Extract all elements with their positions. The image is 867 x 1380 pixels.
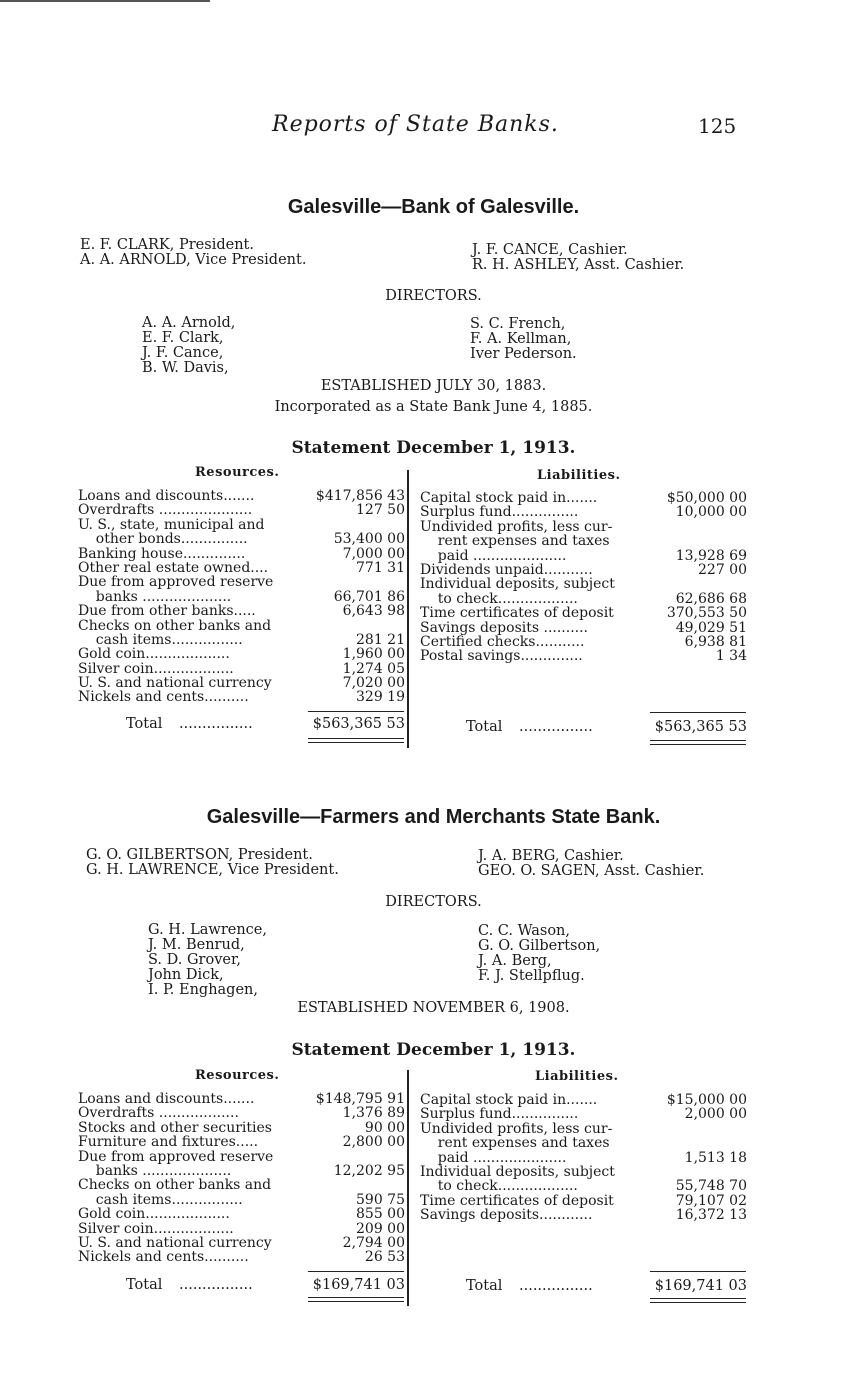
ledger-row bbox=[420, 534, 747, 548]
ledger-row-amount: 62,686 68 bbox=[675, 590, 747, 607]
ledger-row-label: Savings deposits............ bbox=[420, 1207, 593, 1224]
total-leader-dots: ................ bbox=[519, 1278, 593, 1294]
ledger-row-label: Checks on other banks and bbox=[78, 617, 272, 634]
ledger-row-amount: 127 50 bbox=[356, 502, 405, 519]
total-label-text: Total bbox=[126, 1277, 163, 1293]
total-leader-dots: ................ bbox=[179, 1277, 253, 1293]
sum-rule bbox=[650, 1271, 746, 1272]
top-border-line bbox=[0, 0, 210, 2]
ledger-row bbox=[78, 676, 405, 690]
total-label-text: Total bbox=[126, 716, 163, 732]
liabilities-heading: Liabilities. bbox=[535, 1069, 619, 1084]
ledger-row-label: Undivided profits, less cur- bbox=[420, 518, 613, 535]
officer-vice-president: G. H. LAWRENCE, Vice President. bbox=[86, 862, 339, 878]
ledger-row-label: other bonds............... bbox=[78, 531, 248, 548]
ledger-row-amount: 590 75 bbox=[356, 1191, 405, 1208]
ledger-row bbox=[420, 592, 747, 606]
officers-left bbox=[80, 238, 306, 268]
ledger-row-label: paid ..................... bbox=[420, 1149, 567, 1166]
officers-left bbox=[86, 848, 339, 878]
double-rule bbox=[308, 742, 404, 743]
ledger-row bbox=[78, 590, 405, 604]
director-name: E. F. Clark, bbox=[142, 330, 224, 346]
ledger-row-label: Due from approved reserve bbox=[78, 1148, 274, 1165]
directors-heading: DIRECTORS. bbox=[385, 894, 482, 910]
officer-president: G. O. GILBERTSON, President. bbox=[86, 847, 313, 863]
ledger-row-label: Individual deposits, subject bbox=[420, 1163, 615, 1180]
ledger-row-amount: $417,856 43 bbox=[315, 488, 405, 504]
ledger-row-label: Due from other banks..... bbox=[78, 603, 256, 620]
resources-list bbox=[78, 489, 405, 705]
double-rule bbox=[308, 738, 404, 739]
ledger-row bbox=[78, 647, 405, 661]
ledger-row-label: Surplus fund............... bbox=[420, 1106, 579, 1123]
ledger-row-label: Individual deposits, subject bbox=[420, 576, 615, 593]
ledger-row bbox=[420, 520, 747, 534]
ledger-row-label: Silver coin.................. bbox=[78, 1220, 234, 1237]
ledger-row-label: Savings deposits .......... bbox=[420, 619, 588, 636]
ledger-row-amount: 227 00 bbox=[698, 561, 747, 578]
ledger-row-label: Silver coin.................. bbox=[78, 660, 234, 677]
double-rule bbox=[650, 744, 746, 745]
ledger-row-amount: $50,000 00 bbox=[666, 490, 747, 506]
liabilities-heading: Liabilities. bbox=[537, 468, 621, 483]
ledger-row bbox=[78, 633, 405, 647]
ledger-row-amount: 1,960 00 bbox=[342, 646, 405, 663]
ledger-row bbox=[78, 662, 405, 676]
ledger-row-amount: 79,107 02 bbox=[675, 1192, 747, 1209]
ledger-row-amount: 7,020 00 bbox=[342, 675, 405, 692]
total-label-text: Total bbox=[466, 1278, 503, 1294]
ledger-row bbox=[420, 505, 747, 519]
ledger-row-amount: 329 19 bbox=[356, 689, 405, 706]
ledger-row-label: Loans and discounts....... bbox=[78, 488, 255, 504]
director-name: F. J. Stellpflug. bbox=[478, 968, 585, 984]
ledger-row-amount: 281 21 bbox=[356, 631, 405, 648]
ledger-row-amount: 1,274 05 bbox=[342, 660, 405, 677]
total-label bbox=[126, 716, 253, 732]
total-label bbox=[466, 719, 593, 735]
ledger-row bbox=[78, 1207, 405, 1221]
ledger-row-amount: 7,000 00 bbox=[342, 545, 405, 562]
ledger-row bbox=[78, 1150, 405, 1164]
ledger-row bbox=[78, 1106, 405, 1120]
director-name: F. A. Kellman, bbox=[470, 331, 572, 347]
director-name: J. M. Benrud, bbox=[148, 937, 245, 953]
ledger-row bbox=[78, 619, 405, 633]
ledger-row bbox=[420, 1165, 747, 1179]
ledger-row bbox=[78, 1164, 405, 1178]
directors-right bbox=[470, 317, 577, 362]
ledger-row-amount: 855 00 bbox=[356, 1206, 405, 1223]
ledger-row-label: Nickels and cents.......... bbox=[78, 1249, 249, 1266]
double-rule bbox=[650, 1302, 746, 1303]
running-title: Reports of State Banks. bbox=[272, 112, 559, 137]
ledger-row-label: Checks on other banks and bbox=[78, 1177, 272, 1194]
ledger-row-amount: 53,400 00 bbox=[333, 531, 405, 548]
double-rule bbox=[650, 1298, 746, 1299]
ledger-row-label: to check.................. bbox=[420, 1178, 578, 1195]
double-rule bbox=[650, 740, 746, 741]
director-name: G. H. Lawrence, bbox=[148, 922, 267, 938]
ledger-row-label: Overdrafts .................. bbox=[78, 1105, 239, 1122]
ledger-row-label: Nickels and cents.......... bbox=[78, 689, 249, 706]
sum-rule bbox=[650, 712, 746, 713]
directors-right bbox=[478, 924, 600, 984]
ledger-row bbox=[420, 635, 747, 649]
director-name: J. A. Berg, bbox=[478, 953, 552, 969]
officers-right bbox=[472, 243, 684, 273]
ledger-row-label: Stocks and other securities bbox=[78, 1119, 272, 1136]
ledger-row-label: rent expenses and taxes bbox=[420, 1135, 610, 1152]
ledger-row bbox=[78, 690, 405, 704]
double-rule bbox=[308, 1297, 404, 1298]
ledger-row-label: Surplus fund............... bbox=[420, 504, 579, 521]
directors-left bbox=[148, 923, 267, 998]
ledger-row-label: Banking house.............. bbox=[78, 545, 246, 562]
statement-heading: Statement December 1, 1913. bbox=[291, 1040, 576, 1060]
ledger-row bbox=[78, 1250, 405, 1264]
ledger-row-amount: 1,376 89 bbox=[342, 1105, 405, 1122]
ledger-row bbox=[78, 1121, 405, 1135]
ledger-row bbox=[420, 1107, 747, 1121]
ledger-row bbox=[420, 1194, 747, 1208]
ledger-row-label: banks .................... bbox=[78, 588, 232, 605]
ledger-row bbox=[78, 575, 405, 589]
ledger-row bbox=[420, 563, 747, 577]
ledger-row-label: Undivided profits, less cur- bbox=[420, 1120, 613, 1137]
column-divider bbox=[407, 1070, 409, 1306]
total-liabilities: $563,365 53 bbox=[654, 719, 747, 735]
director-name: S. C. French, bbox=[470, 316, 566, 332]
ledger-row bbox=[78, 547, 405, 561]
resources-heading: Resources. bbox=[195, 465, 280, 480]
ledger-row bbox=[78, 503, 405, 517]
page-number: 125 bbox=[698, 114, 737, 138]
ledger-row bbox=[420, 1093, 747, 1107]
double-rule bbox=[308, 1301, 404, 1302]
director-name: I. P. Enghagen, bbox=[148, 982, 258, 998]
ledger-row bbox=[420, 549, 747, 563]
sum-rule bbox=[308, 711, 404, 712]
total-resources: $563,365 53 bbox=[312, 716, 405, 732]
ledger-row-amount: 13,928 69 bbox=[675, 547, 747, 564]
ledger-row bbox=[420, 1208, 747, 1222]
directors-left bbox=[142, 316, 235, 376]
ledger-row-label: cash items................ bbox=[78, 631, 243, 648]
directors-heading: DIRECTORS. bbox=[385, 288, 482, 304]
ledger-row-label: rent expenses and taxes bbox=[420, 533, 610, 550]
ledger-row-label: U. S. and national currency bbox=[78, 675, 272, 692]
sum-rule bbox=[308, 1271, 404, 1272]
total-leader-dots: ................ bbox=[519, 719, 593, 735]
ledger-row-label: Dividends unpaid........... bbox=[420, 561, 593, 578]
total-label bbox=[466, 1278, 593, 1294]
officer-vice-president: A. A. ARNOLD, Vice President. bbox=[80, 252, 307, 268]
ledger-row-label: Time certificates of deposit bbox=[420, 605, 614, 622]
ledger-row-amount: $148,795 91 bbox=[315, 1091, 405, 1107]
ledger-row-label: Capital stock paid in....... bbox=[420, 490, 598, 506]
ledger-row bbox=[420, 1136, 747, 1150]
total-label bbox=[126, 1277, 253, 1293]
officers-right bbox=[478, 849, 704, 879]
ledger-row bbox=[78, 1193, 405, 1207]
ledger-row-amount: 2,000 00 bbox=[684, 1106, 747, 1123]
director-name: A. A. Arnold, bbox=[142, 315, 236, 331]
director-name: Iver Pederson. bbox=[470, 346, 577, 362]
ledger-row bbox=[420, 649, 747, 663]
ledger-row-label: paid ..................... bbox=[420, 547, 567, 564]
director-name: John Dick, bbox=[148, 967, 224, 983]
ledger-row bbox=[78, 1135, 405, 1149]
established-line: ESTABLISHED JULY 30, 1883. bbox=[320, 378, 547, 394]
incorporated-line: Incorporated as a State Bank June 4, 1885. bbox=[274, 399, 593, 415]
ledger-row-label: banks .................... bbox=[78, 1162, 232, 1179]
ledger-row-amount: 55,748 70 bbox=[675, 1178, 747, 1195]
resources-list bbox=[78, 1092, 405, 1265]
ledger-row-label: Loans and discounts....... bbox=[78, 1091, 255, 1107]
ledger-row-label: Gold coin................... bbox=[78, 646, 230, 663]
liabilities-list bbox=[420, 491, 747, 664]
officer-president: E. F. CLARK, President. bbox=[80, 237, 254, 253]
total-liabilities: $169,741 03 bbox=[654, 1278, 747, 1294]
ledger-row-label: Certified checks........... bbox=[420, 633, 585, 650]
ledger-row-amount: 6,643 98 bbox=[342, 603, 405, 620]
director-name: J. F. Cance, bbox=[142, 345, 224, 361]
ledger-row-amount: 1 34 bbox=[715, 648, 747, 665]
ledger-row-amount: $15,000 00 bbox=[666, 1092, 747, 1108]
ledger-row-label: U. S., state, municipal and bbox=[78, 516, 265, 533]
ledger-row-amount: 90 00 bbox=[364, 1119, 405, 1136]
statement-heading: Statement December 1, 1913. bbox=[291, 438, 576, 458]
director-name: G. O. Gilbertson, bbox=[478, 938, 601, 954]
bank-title: Galesville—Farmers and Merchants State Bank. bbox=[206, 806, 661, 828]
ledger-row bbox=[78, 1178, 405, 1192]
ledger-row-label: Capital stock paid in....... bbox=[420, 1092, 598, 1108]
ledger-row-amount: 12,202 95 bbox=[333, 1162, 405, 1179]
director-name: B. W. Davis, bbox=[142, 360, 229, 376]
ledger-row-amount: 370,553 50 bbox=[666, 605, 747, 622]
ledger-row bbox=[78, 604, 405, 618]
ledger-row-label: Time certificates of deposit bbox=[420, 1192, 614, 1209]
ledger-row-amount: 209 00 bbox=[356, 1220, 405, 1237]
ledger-row-amount: 771 31 bbox=[356, 559, 405, 576]
ledger-row-amount: 6,938 81 bbox=[684, 633, 747, 650]
established-line: ESTABLISHED NOVEMBER 6, 1908. bbox=[297, 1000, 570, 1016]
ledger-row-amount: 1,513 18 bbox=[684, 1149, 747, 1166]
ledger-row-amount: 49,029 51 bbox=[675, 619, 747, 636]
ledger-row-amount: 16,372 13 bbox=[675, 1207, 747, 1224]
ledger-row bbox=[420, 577, 747, 591]
officer-cashier: J. A. BERG, Cashier. bbox=[478, 848, 624, 864]
ledger-row bbox=[420, 1122, 747, 1136]
ledger-row bbox=[78, 518, 405, 532]
ledger-row-label: Overdrafts ..................... bbox=[78, 502, 253, 519]
ledger-row-label: Gold coin................... bbox=[78, 1206, 230, 1223]
column-divider bbox=[407, 470, 409, 748]
director-name: S. D. Grover, bbox=[148, 952, 241, 968]
ledger-row-amount: 10,000 00 bbox=[675, 504, 747, 521]
ledger-row bbox=[420, 1179, 747, 1193]
ledger-row-label: Other real estate owned.... bbox=[78, 559, 269, 576]
ledger-row bbox=[420, 606, 747, 620]
ledger-row-label: U. S. and national currency bbox=[78, 1234, 272, 1251]
ledger-row bbox=[78, 1222, 405, 1236]
officer-asst-cashier: GEO. O. SAGEN, Asst. Cashier. bbox=[478, 863, 705, 879]
ledger-row-label: to check.................. bbox=[420, 590, 578, 607]
ledger-row-label: cash items................ bbox=[78, 1191, 243, 1208]
ledger-row bbox=[420, 621, 747, 635]
ledger-row-label: Furniture and fixtures..... bbox=[78, 1134, 259, 1151]
officer-cashier: J. F. CANCE, Cashier. bbox=[472, 242, 628, 258]
ledger-row-label: Postal savings.............. bbox=[420, 648, 583, 665]
ledger-row bbox=[420, 1151, 747, 1165]
ledger-row-amount: 2,794 00 bbox=[342, 1234, 405, 1251]
director-name: C. C. Wason, bbox=[478, 923, 570, 939]
ledger-row bbox=[78, 1092, 405, 1106]
officer-asst-cashier: R. H. ASHLEY, Asst. Cashier. bbox=[472, 257, 685, 273]
bank-title: Galesville—Bank of Galesville. bbox=[287, 196, 580, 218]
ledger-row bbox=[420, 491, 747, 505]
total-resources: $169,741 03 bbox=[312, 1277, 405, 1293]
ledger-row-amount: 26 53 bbox=[364, 1249, 405, 1266]
ledger-row-amount: 2,800 00 bbox=[342, 1134, 405, 1151]
ledger-row bbox=[78, 1236, 405, 1250]
ledger-row bbox=[78, 561, 405, 575]
ledger-row bbox=[78, 489, 405, 503]
ledger-row-label: Due from approved reserve bbox=[78, 574, 274, 591]
total-leader-dots: ................ bbox=[179, 716, 253, 732]
ledger-row-amount: 66,701 86 bbox=[333, 588, 405, 605]
ledger-row bbox=[78, 532, 405, 546]
total-label-text: Total bbox=[466, 719, 503, 735]
liabilities-list bbox=[420, 1093, 747, 1223]
resources-heading: Resources. bbox=[195, 1068, 280, 1083]
